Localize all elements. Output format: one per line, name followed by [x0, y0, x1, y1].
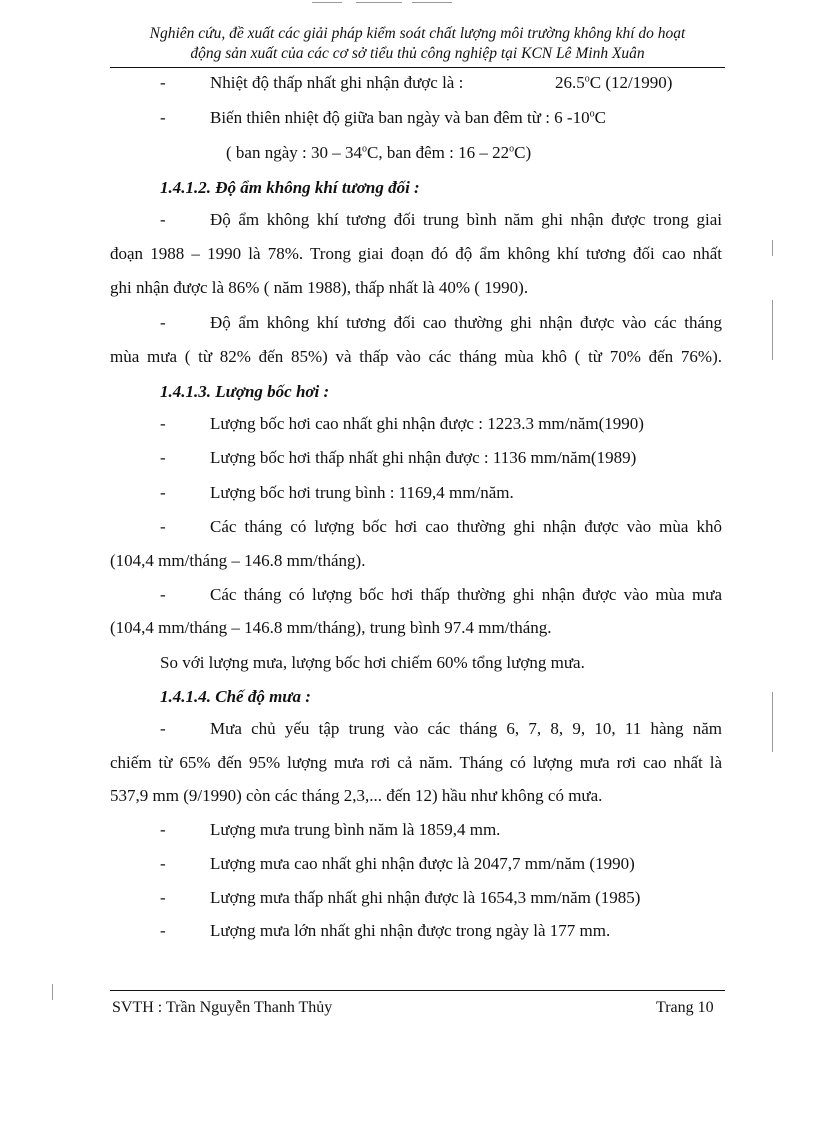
- rain-item-3: Lượng mưa thấp nhất ghi nhận được là 1654,3 mm/năm (1985): [210, 888, 641, 907]
- header-line-2: động sản xuất của các cơ sở tiểu thủ công nghiệp tại KCN Lê Minh Xuân: [190, 45, 645, 62]
- scan-mark-right-1: [772, 240, 773, 256]
- bullet-dash: -: [160, 719, 166, 738]
- rain-para-line2: chiếm từ 65% đến 95% lượng mưa rơi cả năm. Tháng có lượng mưa rơi cao nhất là: [110, 753, 722, 772]
- heading-humidity: 1.4.1.2. Độ ẩm không khí tương đối :: [160, 178, 420, 197]
- scan-mark-top-1: [312, 2, 342, 3]
- footer-rule: [110, 990, 725, 991]
- bullet-dash: -: [160, 313, 166, 332]
- temp-day-night-detail: ( ban ngày : 30 – 34$^o$C, ban đêm : 16 – 22$^o$C): [226, 143, 532, 162]
- bullet-dash: -: [160, 820, 166, 839]
- evaporation-item-4-line1: Các tháng có lượng bốc hơi cao thường ghi nhận được vào mùa khô: [210, 517, 722, 536]
- footer-page-number: Trang 10: [656, 999, 714, 1016]
- evaporation-summary: So với lượng mưa, lượng bốc hơi chiếm 60% tổng lượng mưa.: [160, 653, 585, 672]
- bullet-dash: -: [160, 585, 166, 604]
- bullet-dash: -: [160, 517, 166, 536]
- humidity-para1-line2: đoạn 1988 – 1990 là 78%. Trong giai đoạn đó độ ẩm không khí tương đối cao nhất: [110, 244, 722, 263]
- bullet-dash: -: [160, 854, 166, 873]
- scan-mark-right-2: [772, 300, 773, 360]
- evaporation-item-4-line2: (104,4 mm/tháng – 146.8 mm/tháng).: [110, 551, 366, 570]
- temp-min-label: Nhiệt độ thấp nhất ghi nhận được là :: [210, 73, 464, 92]
- scan-mark-right-3: [772, 692, 773, 752]
- bullet-dash: -: [160, 210, 166, 229]
- humidity-para1-line1: Độ ẩm không khí tương đối trung bình năm ghi nhận được trong giai: [210, 210, 722, 229]
- bullet-dash: -: [160, 73, 166, 92]
- footer-author: SVTH : Trần Nguyễn Thanh Thủy: [112, 999, 333, 1016]
- heading-evaporation: 1.4.1.3. Lượng bốc hơi :: [160, 382, 330, 401]
- rain-item-1: Lượng mưa trung bình năm là 1859,4 mm.: [210, 820, 501, 839]
- bullet-dash: -: [160, 108, 166, 127]
- temp-min-value: 26.5$^o$C (12/1990): [555, 73, 673, 92]
- rain-para-line3: 537,9 mm (9/1990) còn các tháng 2,3,... đến 12) hầu như không có mưa.: [110, 786, 603, 805]
- scan-mark-top-2: [356, 2, 402, 3]
- scan-mark-top-3: [412, 2, 452, 3]
- scan-mark-left-1: [52, 984, 53, 1000]
- rain-para-line1: Mưa chủ yếu tập trung vào các tháng 6, 7, 8, 9, 10, 11 hàng năm: [210, 719, 722, 738]
- bullet-dash: -: [160, 483, 166, 502]
- heading-rain: 1.4.1.4. Chế độ mưa :: [160, 687, 311, 706]
- evaporation-item-2: Lượng bốc hơi thấp nhất ghi nhận được : 1136 mm/năm(1989): [210, 448, 637, 467]
- humidity-para2-line1: Độ ẩm không khí tương đối cao thường ghi nhận được vào các tháng: [210, 313, 722, 332]
- humidity-para2-line2: mùa mưa ( từ 82% đến 85%) và thấp vào các tháng mùa khô ( từ 70% đến 76%).: [110, 347, 722, 366]
- rain-item-2: Lượng mưa cao nhất ghi nhận được là 2047,7 mm/năm (1990): [210, 854, 635, 873]
- header-rule: [110, 67, 725, 68]
- humidity-para1-line3: ghi nhận được là 86% ( năm 1988), thấp nhất là 40% ( 1990).: [110, 278, 529, 297]
- temp-range: Biến thiên nhiệt độ giữa ban ngày và ban đêm từ : 6 -10$^o$C: [210, 108, 606, 127]
- bullet-dash: -: [160, 921, 166, 940]
- running-header: [110, 24, 725, 64]
- evaporation-item-1: Lượng bốc hơi cao nhất ghi nhận được : 1223.3 mm/năm(1990): [210, 414, 644, 433]
- rain-item-4: Lượng mưa lớn nhất ghi nhận được trong ngày là 177 mm.: [210, 921, 611, 940]
- bullet-dash: -: [160, 448, 166, 467]
- evaporation-item-5-line2: (104,4 mm/tháng – 146.8 mm/tháng), trung bình 97.4 mm/tháng.: [110, 618, 552, 637]
- bullet-dash: -: [160, 888, 166, 907]
- bullet-dash: -: [160, 414, 166, 433]
- header-line-1: Nghiên cứu, đề xuất các giải pháp kiểm soát chất lượng môi trường không khí do hoạt: [149, 25, 686, 42]
- evaporation-item-3: Lượng bốc hơi trung bình : 1169,4 mm/năm.: [210, 483, 514, 502]
- evaporation-item-5-line1: Các tháng có lượng bốc hơi thấp thường ghi nhận được vào mùa mưa: [210, 585, 722, 604]
